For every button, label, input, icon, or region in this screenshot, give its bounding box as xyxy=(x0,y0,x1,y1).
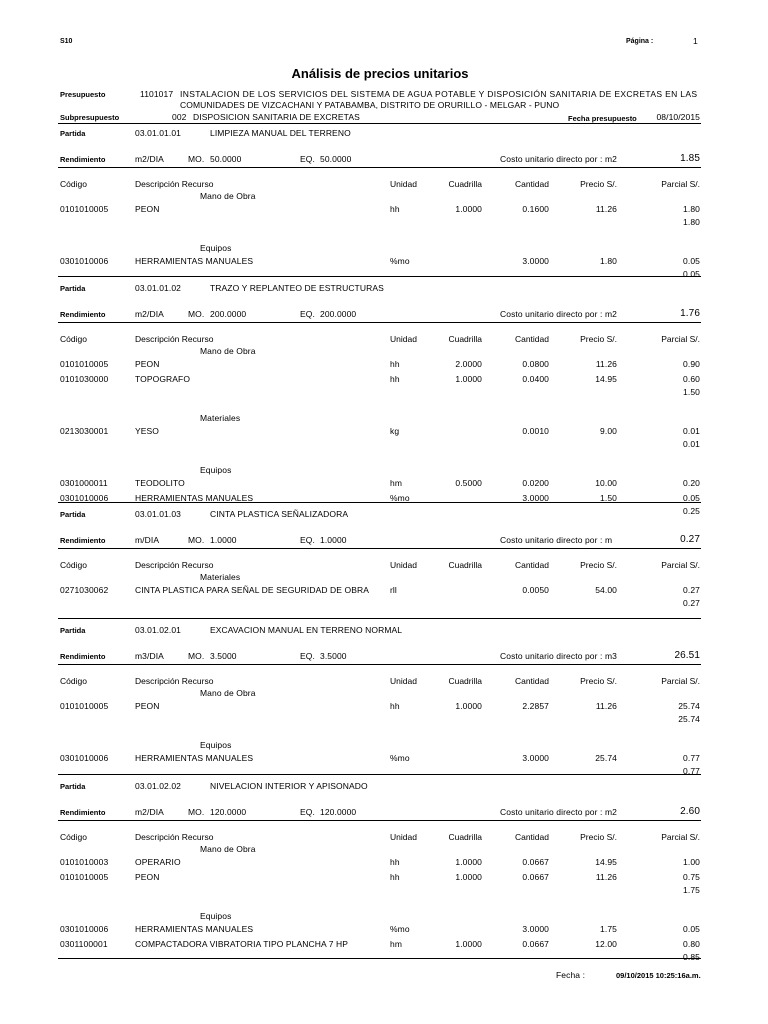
mo-label: MO. xyxy=(188,535,205,545)
resource-cantidad: 0.0667 xyxy=(522,872,549,882)
resource-unit: hh xyxy=(390,872,400,882)
resource-description: PEON xyxy=(135,872,160,882)
rendimiento-unit: m3/DIA xyxy=(135,651,164,661)
resource-group-subtotal: 0.25 xyxy=(683,506,700,516)
page-title: Análisis de precios unitarios xyxy=(291,66,469,81)
resource-parcial: 0.05 xyxy=(683,256,700,266)
resource-cantidad: 3.0000 xyxy=(522,256,549,266)
resource-description: HERRAMIENTAS MANUALES xyxy=(135,924,254,934)
footer-date: 09/10/2015 10:25:16a.m. xyxy=(616,971,701,980)
resource-cantidad: 0.0400 xyxy=(522,374,549,384)
rendimiento-divider xyxy=(58,322,701,323)
eq-label: EQ. xyxy=(300,154,315,164)
partida-name: EXCAVACION MANUAL EN TERRENO NORMAL xyxy=(210,625,403,635)
resource-precio: 1.50 xyxy=(600,493,617,503)
partida-code: 03.01.01.02 xyxy=(135,283,182,293)
col-header-descripcion: Descripción Recurso xyxy=(135,832,214,842)
eq-value: 50.0000 xyxy=(320,154,352,164)
rendimiento-divider xyxy=(58,820,701,821)
resource-precio: 11.26 xyxy=(595,204,617,214)
col-header-parcial: Parcial S/. xyxy=(661,560,700,570)
partida-divider xyxy=(58,774,701,775)
resource-group-subtotal: 0.77 xyxy=(683,766,700,776)
col-header-unidad: Unidad xyxy=(390,560,417,570)
partida-label: Partida xyxy=(60,782,86,791)
resource-cuadrilla: 1.0000 xyxy=(455,204,482,214)
resource-group-subtotal: 1.75 xyxy=(683,885,700,895)
resource-group-subtotal: 25.74 xyxy=(678,714,700,724)
rendimiento-divider xyxy=(58,167,701,168)
eq-value: 120.0000 xyxy=(320,807,357,817)
presupuesto-description-line2: COMUNIDADES DE VIZCACHANI Y PATABAMBA, DISTRITO DE ORURILLO - MELGAR - PUNO xyxy=(180,100,560,110)
col-header-cantidad: Cantidad xyxy=(514,179,549,189)
resource-unit: hm xyxy=(390,939,403,949)
col-header-unidad: Unidad xyxy=(390,334,417,344)
report-code: S10 xyxy=(60,38,73,45)
col-header-cantidad: Cantidad xyxy=(514,676,549,686)
resource-group-name: Mano de Obra xyxy=(200,346,256,356)
resource-description: TOPOGRAFO xyxy=(135,374,191,384)
costo-unitario-label: Costo unitario directo por : m2 xyxy=(500,309,617,319)
resource-description: OPERARIO xyxy=(135,857,181,867)
resource-unit: %mo xyxy=(390,256,410,266)
costo-unitario-label: Costo unitario directo por : m2 xyxy=(500,154,617,164)
rendimiento-label: Rendimiento xyxy=(60,310,106,319)
col-header-descripcion: Descripción Recurso xyxy=(135,676,214,686)
resource-unit: hh xyxy=(390,359,400,369)
partida-code: 03.01.01.03 xyxy=(135,509,182,519)
mo-label: MO. xyxy=(188,309,205,319)
col-header-descripcion: Descripción Recurso xyxy=(135,560,214,570)
partida-name: TRAZO Y REPLANTEO DE ESTRUCTURAS xyxy=(210,283,384,293)
resource-parcial: 0.05 xyxy=(683,493,700,503)
col-header-parcial: Parcial S/. xyxy=(661,179,700,189)
resource-code: 0101030000 xyxy=(60,374,109,384)
resource-cuadrilla: 1.0000 xyxy=(455,701,482,711)
resource-code: 0101010005 xyxy=(60,204,109,214)
partida-label: Partida xyxy=(60,129,86,138)
resource-code: 0301010006 xyxy=(60,493,109,503)
resource-cuadrilla: 1.0000 xyxy=(455,939,482,949)
col-header-precio: Precio S/. xyxy=(580,560,617,570)
costo-unitario-label: Costo unitario directo por : m3 xyxy=(500,651,617,661)
fecha-presupuesto: 08/10/2015 xyxy=(656,112,700,122)
footer-date-label: Fecha : xyxy=(556,970,586,980)
col-header-codigo: Código xyxy=(60,334,87,344)
resource-description: PEON xyxy=(135,204,160,214)
resource-cuadrilla: 1.0000 xyxy=(455,872,482,882)
resource-code: 0301100001 xyxy=(60,939,108,949)
col-header-unidad: Unidad xyxy=(390,832,417,842)
resource-parcial: 0.01 xyxy=(683,426,700,436)
resource-precio: 11.26 xyxy=(595,701,617,711)
col-header-cuadrilla: Cuadrilla xyxy=(448,179,482,189)
col-header-codigo: Código xyxy=(60,179,87,189)
resource-group-subtotal: 0.27 xyxy=(683,598,700,608)
resource-unit: hh xyxy=(390,701,400,711)
col-header-cantidad: Cantidad xyxy=(514,832,549,842)
partida-divider xyxy=(58,276,701,277)
costo-unitario-value: 1.85 xyxy=(680,153,700,164)
rendimiento-label: Rendimiento xyxy=(60,808,106,817)
resource-group-name: Equipos xyxy=(200,465,232,475)
resource-group-name: Equipos xyxy=(200,740,232,750)
col-header-cantidad: Cantidad xyxy=(514,560,549,570)
resource-code: 0271030062 xyxy=(60,585,109,595)
resource-cantidad: 0.0667 xyxy=(522,939,549,949)
presupuesto-label: Presupuesto xyxy=(60,90,106,99)
resource-unit: hh xyxy=(390,857,400,867)
resource-cantidad: 0.0200 xyxy=(522,478,549,488)
resource-precio: 1.80 xyxy=(600,256,617,266)
resource-cantidad: 0.1600 xyxy=(522,204,549,214)
resource-description: COMPACTADORA VIBRATORIA TIPO PLANCHA 7 HP xyxy=(135,939,349,949)
rendimiento-label: Rendimiento xyxy=(60,155,106,164)
resource-parcial: 1.00 xyxy=(683,857,700,867)
col-header-cuadrilla: Cuadrilla xyxy=(448,334,482,344)
eq-label: EQ. xyxy=(300,807,315,817)
resource-group-name: Equipos xyxy=(200,243,232,253)
resource-precio: 14.95 xyxy=(595,857,617,867)
col-header-parcial: Parcial S/. xyxy=(661,334,700,344)
partida-label: Partida xyxy=(60,284,86,293)
col-header-cantidad: Cantidad xyxy=(514,334,549,344)
resource-code: 0101010005 xyxy=(60,872,109,882)
resource-code: 0301000011 xyxy=(60,478,108,488)
resource-cantidad: 0.0667 xyxy=(522,857,549,867)
resource-parcial: 0.60 xyxy=(683,374,700,384)
col-header-descripcion: Descripción Recurso xyxy=(135,179,214,189)
resource-parcial: 1.80 xyxy=(683,204,700,214)
mo-value: 1.0000 xyxy=(210,535,237,545)
eq-label: EQ. xyxy=(300,309,315,319)
footer-divider xyxy=(58,958,701,959)
rendimiento-divider xyxy=(58,548,701,549)
eq-value: 3.5000 xyxy=(320,651,347,661)
page-number: 1 xyxy=(693,36,698,46)
resource-unit: hh xyxy=(390,204,400,214)
resource-precio: 11.26 xyxy=(595,872,617,882)
col-header-precio: Precio S/. xyxy=(580,334,617,344)
costo-unitario-value: 0.27 xyxy=(680,534,700,545)
eq-label: EQ. xyxy=(300,535,315,545)
col-header-descripcion: Descripción Recurso xyxy=(135,334,214,344)
resource-precio: 12.00 xyxy=(595,939,617,949)
partida-label: Partida xyxy=(60,510,86,519)
resource-description: HERRAMIENTAS MANUALES xyxy=(135,493,254,503)
resource-cantidad: 2.2857 xyxy=(522,701,549,711)
rendimiento-unit: m2/DIA xyxy=(135,154,164,164)
costo-unitario-value: 1.76 xyxy=(680,308,700,319)
presupuesto-description: INSTALACION DE LOS SERVICIOS DEL SISTEMA DE AGUA POTABLE Y DISPOSICIÓN SANITARIA DE EXCRETAS EN LAS xyxy=(180,89,698,99)
resource-parcial: 0.77 xyxy=(683,753,700,763)
costo-unitario-label: Costo unitario directo por : m2 xyxy=(500,807,617,817)
resource-group-name: Mano de Obra xyxy=(200,844,256,854)
col-header-unidad: Unidad xyxy=(390,179,417,189)
mo-value: 200.0000 xyxy=(210,309,247,319)
partida-name: CINTA PLASTICA SEÑALIZADORA xyxy=(210,509,349,519)
resource-precio: 9.00 xyxy=(600,426,617,436)
resource-cantidad: 3.0000 xyxy=(522,753,549,763)
resource-precio: 25.74 xyxy=(595,753,617,763)
rendimiento-unit: m2/DIA xyxy=(135,807,164,817)
fecha-presupuesto-label: Fecha presupuesto xyxy=(568,114,637,123)
costo-unitario-label: Costo unitario directo por : m xyxy=(500,535,613,545)
resource-precio: 14.95 xyxy=(595,374,617,384)
resource-unit: %mo xyxy=(390,753,410,763)
mo-label: MO. xyxy=(188,807,205,817)
resource-parcial: 0.75 xyxy=(683,872,700,882)
subpresupuesto-code: 002 xyxy=(172,112,187,122)
col-header-parcial: Parcial S/. xyxy=(661,832,700,842)
eq-label: EQ. xyxy=(300,651,315,661)
resource-cantidad: 0.0050 xyxy=(522,585,549,595)
resource-unit: kg xyxy=(390,426,400,436)
resource-description: TEODOLITO xyxy=(135,478,185,488)
partida-code: 03.01.02.02 xyxy=(135,781,182,791)
resource-group-subtotal: 0.85 xyxy=(683,952,700,962)
resource-description: YESO xyxy=(135,426,160,436)
resource-code: 0301010006 xyxy=(60,924,109,934)
mo-label: MO. xyxy=(188,651,205,661)
rendimiento-divider xyxy=(58,664,701,665)
partida-name: NIVELACION INTERIOR Y APISONADO xyxy=(210,781,368,791)
partida-divider xyxy=(58,502,701,503)
col-header-precio: Precio S/. xyxy=(580,179,617,189)
resource-cantidad: 3.0000 xyxy=(522,493,549,503)
resource-description: HERRAMIENTAS MANUALES xyxy=(135,753,254,763)
resource-unit: hm xyxy=(390,478,403,488)
resource-cuadrilla: 1.0000 xyxy=(455,857,482,867)
col-header-parcial: Parcial S/. xyxy=(661,676,700,686)
resource-precio: 11.26 xyxy=(595,359,617,369)
resource-cuadrilla: 2.0000 xyxy=(455,359,482,369)
resource-cuadrilla: 0.5000 xyxy=(455,478,482,488)
resource-group-subtotal: 0.05 xyxy=(683,269,700,279)
col-header-precio: Precio S/. xyxy=(580,676,617,686)
partida-code: 03.01.01.01 xyxy=(135,128,182,138)
rendimiento-unit: m/DIA xyxy=(135,535,160,545)
eq-value: 200.0000 xyxy=(320,309,357,319)
col-header-codigo: Código xyxy=(60,676,87,686)
resource-code: 0101010005 xyxy=(60,701,109,711)
costo-unitario-value: 2.60 xyxy=(680,806,700,817)
rendimiento-label: Rendimiento xyxy=(60,536,106,545)
resource-description: CINTA PLASTICA PARA SEÑAL DE SEGURIDAD DE OBRA xyxy=(135,585,370,595)
resource-parcial: 0.90 xyxy=(683,359,700,369)
col-header-codigo: Código xyxy=(60,832,87,842)
resource-code: 0101010003 xyxy=(60,857,109,867)
resource-code: 0213030001 xyxy=(60,426,109,436)
col-header-unidad: Unidad xyxy=(390,676,417,686)
resource-parcial: 0.20 xyxy=(683,478,700,488)
resource-description: PEON xyxy=(135,359,160,369)
presupuesto-code: 1101017 xyxy=(140,89,174,99)
resource-code: 0301010006 xyxy=(60,256,109,266)
resource-parcial: 25.74 xyxy=(678,701,700,711)
resource-cantidad: 0.0010 xyxy=(522,426,549,436)
resource-group-subtotal: 0.01 xyxy=(683,439,700,449)
eq-value: 1.0000 xyxy=(320,535,347,545)
partida-label: Partida xyxy=(60,626,86,635)
resource-precio: 10.00 xyxy=(595,478,617,488)
resource-unit: rll xyxy=(390,585,397,595)
resource-group-name: Materiales xyxy=(200,413,241,423)
resource-description: PEON xyxy=(135,701,160,711)
rendimiento-label: Rendimiento xyxy=(60,652,106,661)
col-header-codigo: Código xyxy=(60,560,87,570)
resource-parcial: 0.80 xyxy=(683,939,700,949)
resource-code: 0301010006 xyxy=(60,753,109,763)
page-label: Página : xyxy=(626,38,654,45)
header-divider xyxy=(58,123,701,124)
col-header-cuadrilla: Cuadrilla xyxy=(448,832,482,842)
resource-precio: 54.00 xyxy=(595,585,617,595)
col-header-cuadrilla: Cuadrilla xyxy=(448,560,482,570)
col-header-cuadrilla: Cuadrilla xyxy=(448,676,482,686)
costo-unitario-value: 26.51 xyxy=(674,650,700,661)
resource-unit: hh xyxy=(390,374,400,384)
resource-group-name: Equipos xyxy=(200,911,232,921)
resource-cuadrilla: 1.0000 xyxy=(455,374,482,384)
mo-value: 50.0000 xyxy=(210,154,242,164)
partida-divider xyxy=(58,618,701,619)
resource-cantidad: 0.0800 xyxy=(522,359,549,369)
resource-group-name: Mano de Obra xyxy=(200,191,256,201)
resource-unit: %mo xyxy=(390,493,410,503)
rendimiento-unit: m2/DIA xyxy=(135,309,164,319)
mo-label: MO. xyxy=(188,154,205,164)
subpresupuesto-label: Subpresupuesto xyxy=(60,113,120,122)
partida-code: 03.01.02.01 xyxy=(135,625,182,635)
resource-group-subtotal: 1.50 xyxy=(683,387,700,397)
resource-group-subtotal: 1.80 xyxy=(683,217,700,227)
resource-unit: %mo xyxy=(390,924,410,934)
partida-name: LIMPIEZA MANUAL DEL TERRENO xyxy=(210,128,351,138)
subpresupuesto-description: DISPOSICION SANITARIA DE EXCRETAS xyxy=(193,112,360,122)
resource-group-name: Materiales xyxy=(200,572,241,582)
resource-description: HERRAMIENTAS MANUALES xyxy=(135,256,254,266)
resource-cantidad: 3.0000 xyxy=(522,924,549,934)
mo-value: 120.0000 xyxy=(210,807,247,817)
resource-precio: 1.75 xyxy=(600,924,617,934)
mo-value: 3.5000 xyxy=(210,651,237,661)
col-header-precio: Precio S/. xyxy=(580,832,617,842)
resource-group-name: Mano de Obra xyxy=(200,688,256,698)
resource-parcial: 0.27 xyxy=(683,585,700,595)
resource-parcial: 0.05 xyxy=(683,924,700,934)
resource-code: 0101010005 xyxy=(60,359,109,369)
